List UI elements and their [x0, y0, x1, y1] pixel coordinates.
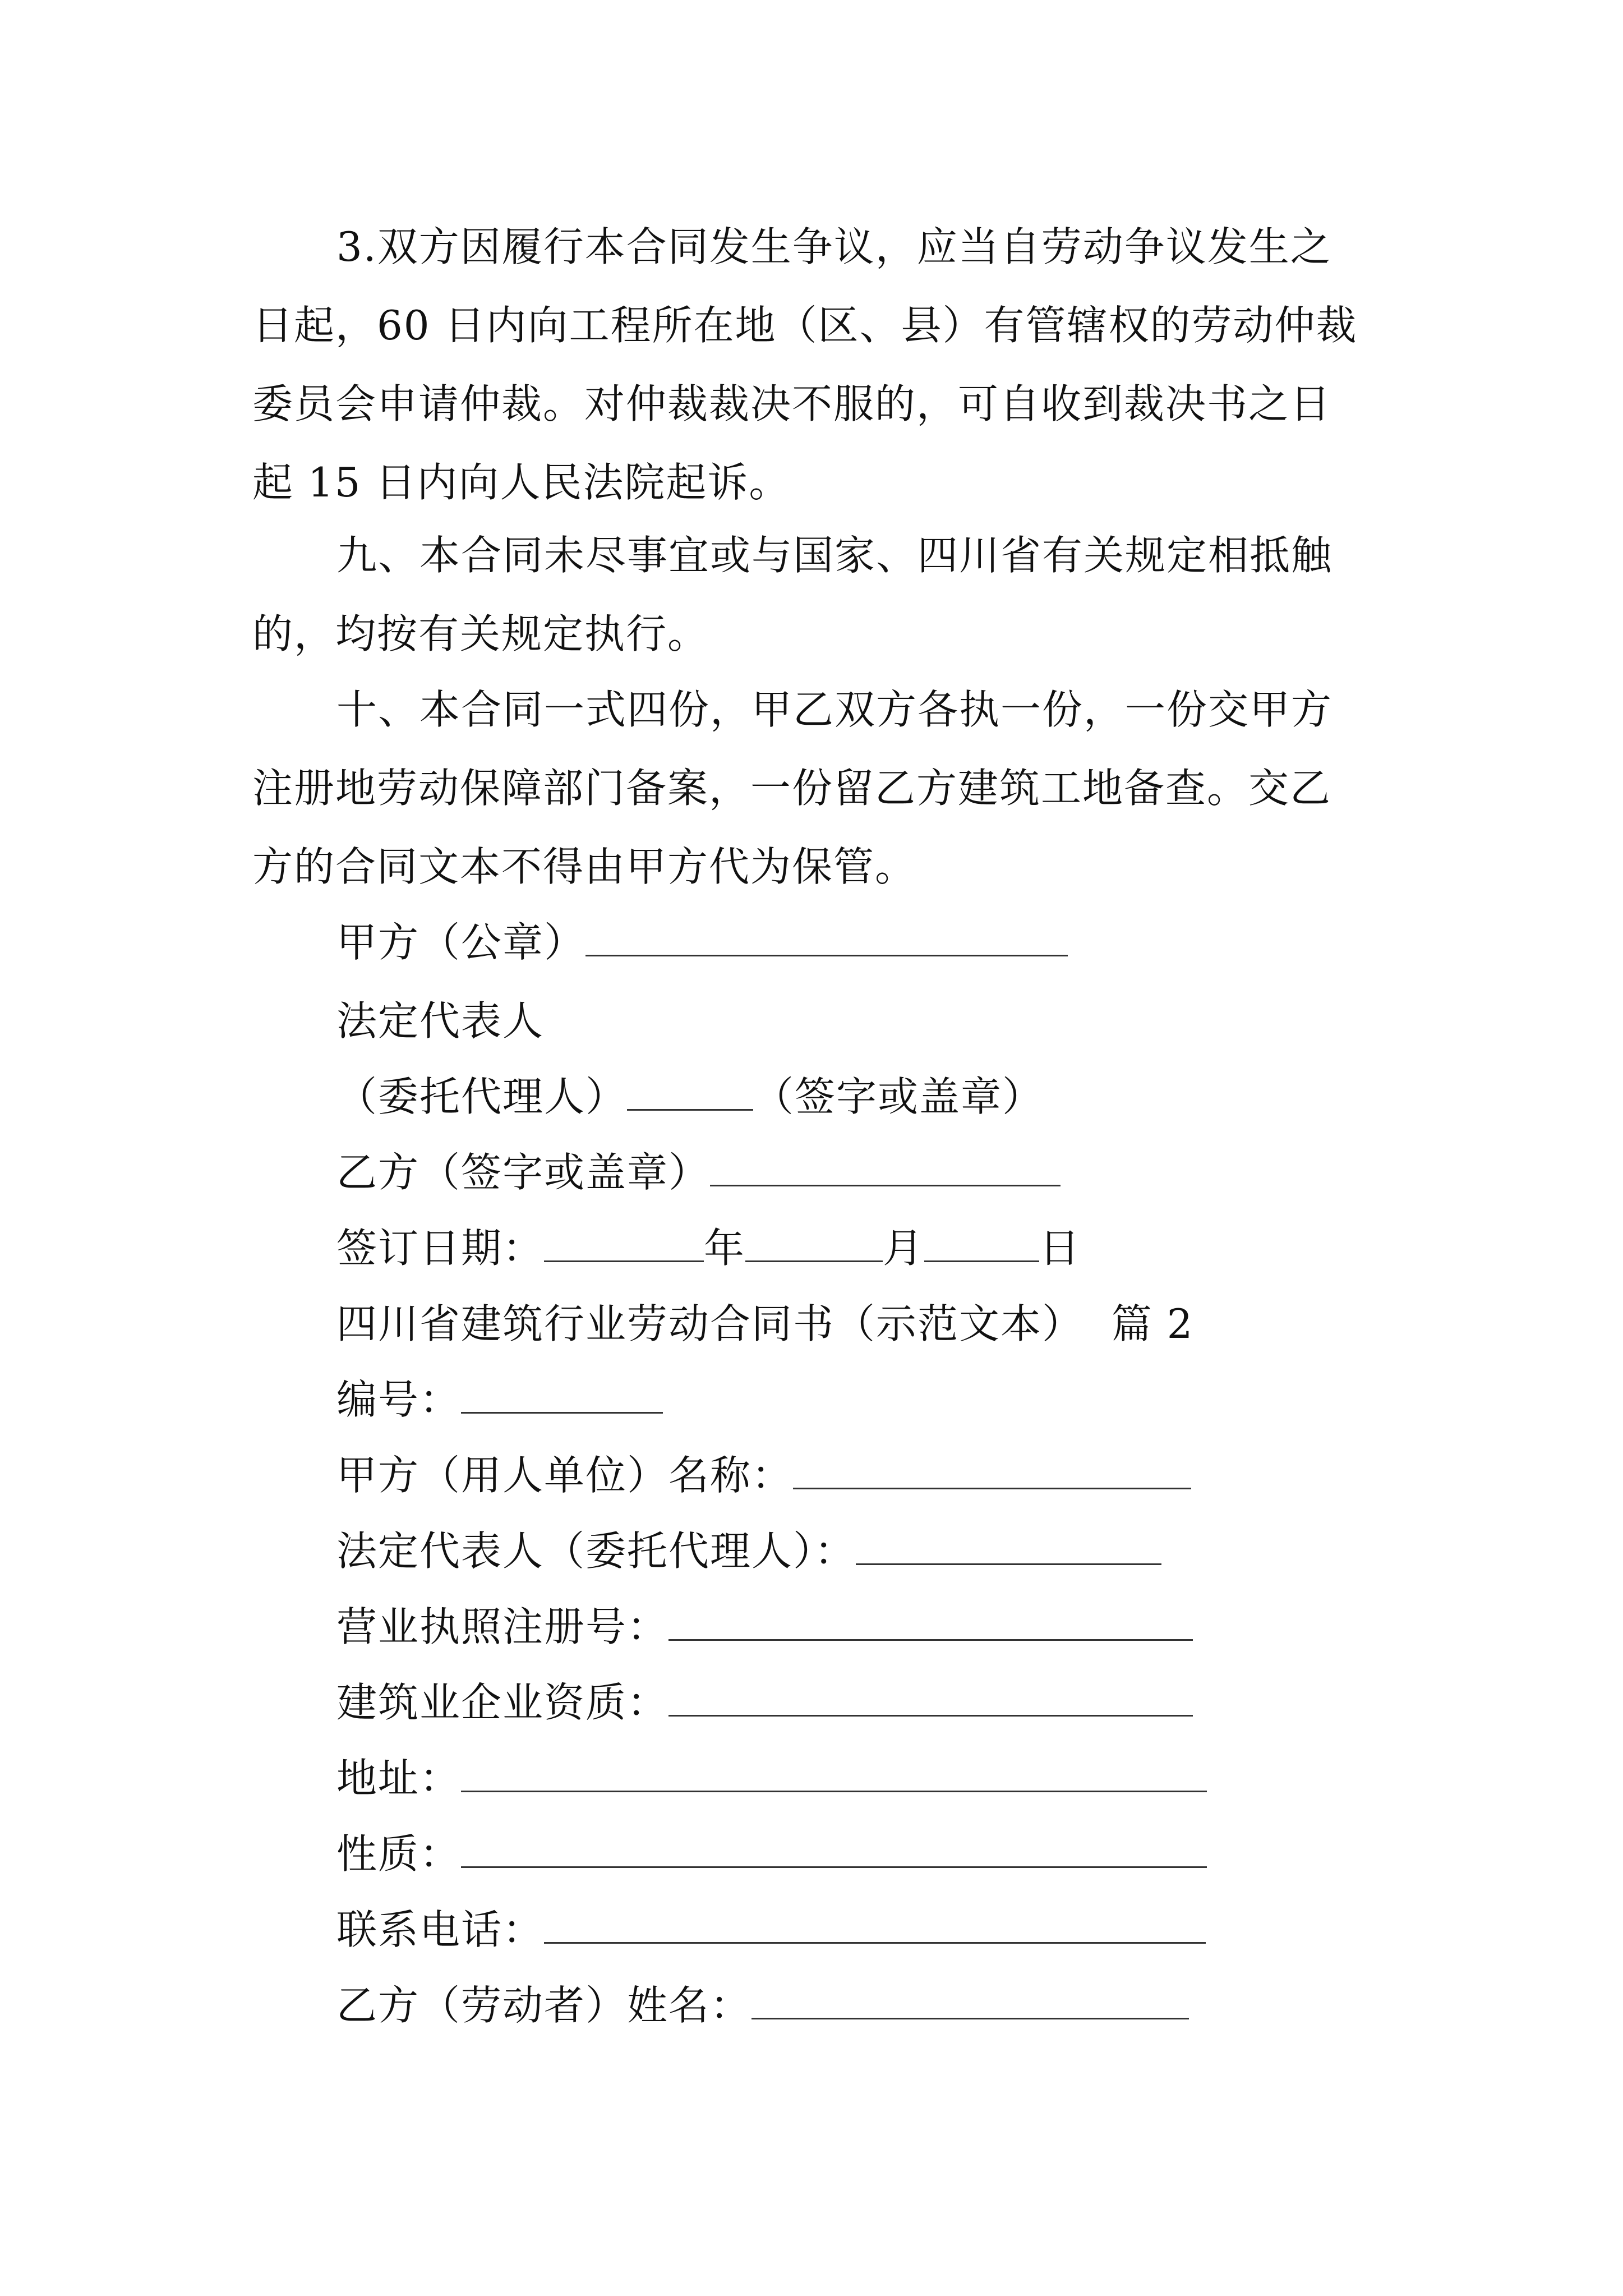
- party-a-label: 甲方（公章）: [336, 919, 586, 966]
- worker-name-label: 乙方（劳动者）姓名：: [336, 1982, 752, 2029]
- text-line: 起 15 日内向人民法院起诉。: [252, 459, 791, 506]
- address-blank[interactable]: [461, 1747, 1207, 1792]
- paragraph-clause-nine: [252, 516, 1391, 673]
- text-line: 委员会申请仲裁。对仲裁裁决不服的，可自收到裁决书之日: [252, 380, 1332, 427]
- nature-line: [336, 1815, 1207, 1893]
- agent-label: （委托代理人）: [336, 1073, 628, 1120]
- license-label: 营业执照注册号：: [336, 1603, 669, 1650]
- paragraph-dispute-resolution: [252, 208, 1391, 522]
- text-line: 方的合同文本不得由甲方代为保管。: [252, 843, 917, 890]
- month-label: 月: [883, 1225, 925, 1272]
- nature-blank[interactable]: [461, 1823, 1207, 1868]
- legal-rep-label: 法定代表人: [336, 997, 545, 1045]
- agent-line: [336, 1057, 1044, 1136]
- sign-or-seal-label: （签字或盖章）: [753, 1073, 1044, 1120]
- party-a-seal-blank[interactable]: [585, 911, 1068, 956]
- text-line: 九、本合同未尽事宜或与国家、四川省有关规定相抵触: [336, 532, 1333, 579]
- phone-label: 联系电话：: [336, 1906, 545, 1953]
- employer-legal-rep-blank[interactable]: [856, 1520, 1161, 1565]
- party-b-label: 乙方（签字或盖章）: [336, 1149, 711, 1196]
- employer-legal-rep-line: [336, 1512, 1161, 1590]
- party-b-line: [336, 1133, 1061, 1212]
- address-line: [336, 1739, 1207, 1818]
- nature-label: 性质：: [336, 1830, 462, 1878]
- number-line: [336, 1360, 663, 1439]
- qualification-line: [336, 1663, 1193, 1742]
- year-blank[interactable]: [544, 1217, 704, 1262]
- worker-name-line: [336, 1966, 1189, 2045]
- text-line: 十、本合同一式四份，甲乙双方各执一份，一份交甲方: [336, 686, 1333, 733]
- employer-legal-rep-label: 法定代表人（委托代理人）：: [336, 1527, 856, 1575]
- number-blank[interactable]: [461, 1368, 663, 1414]
- qualification-blank[interactable]: [668, 1671, 1193, 1717]
- number-label: 编号：: [336, 1376, 462, 1423]
- employer-name-blank[interactable]: [793, 1444, 1191, 1489]
- section-title-text: 四川省建筑行业劳动合同书（示范文本） 篇 2: [336, 1300, 1194, 1347]
- paragraph-clause-ten: [252, 670, 1391, 906]
- section-title: [336, 1285, 1193, 1363]
- qualification-label: 建筑业企业资质：: [336, 1679, 669, 1726]
- agent-blank[interactable]: [627, 1065, 753, 1111]
- text-line: 日起，60 日内向工程所在地（区、县）有管辖权的劳动仲裁: [252, 302, 1358, 349]
- day-label: 日: [1039, 1225, 1081, 1272]
- month-blank[interactable]: [745, 1217, 883, 1262]
- text-line: 3.双方因履行本合同发生争议，应当自劳动争议发生之: [336, 223, 1332, 270]
- day-blank[interactable]: [924, 1217, 1039, 1262]
- employer-name-line: [336, 1436, 1191, 1515]
- text-line: 的，均按有关规定执行。: [252, 610, 709, 657]
- party-b-blank[interactable]: [710, 1141, 1061, 1186]
- phone-blank[interactable]: [544, 1898, 1206, 1944]
- text-line: 注册地劳动保障部门备案，一份留乙方建筑工地备查。交乙: [252, 765, 1332, 812]
- worker-name-blank[interactable]: [751, 1974, 1189, 2019]
- date-line: [336, 1209, 1081, 1287]
- phone-line: [336, 1890, 1206, 1969]
- license-line: [336, 1588, 1193, 1666]
- party-a-seal-line: [336, 903, 1068, 982]
- legal-rep-line: [336, 982, 544, 1060]
- employer-name-label: 甲方（用人单位）名称：: [336, 1452, 794, 1499]
- year-label: 年: [704, 1225, 746, 1272]
- date-label: 签订日期：: [336, 1225, 545, 1272]
- address-label: 地址：: [336, 1755, 462, 1802]
- license-blank[interactable]: [668, 1595, 1193, 1641]
